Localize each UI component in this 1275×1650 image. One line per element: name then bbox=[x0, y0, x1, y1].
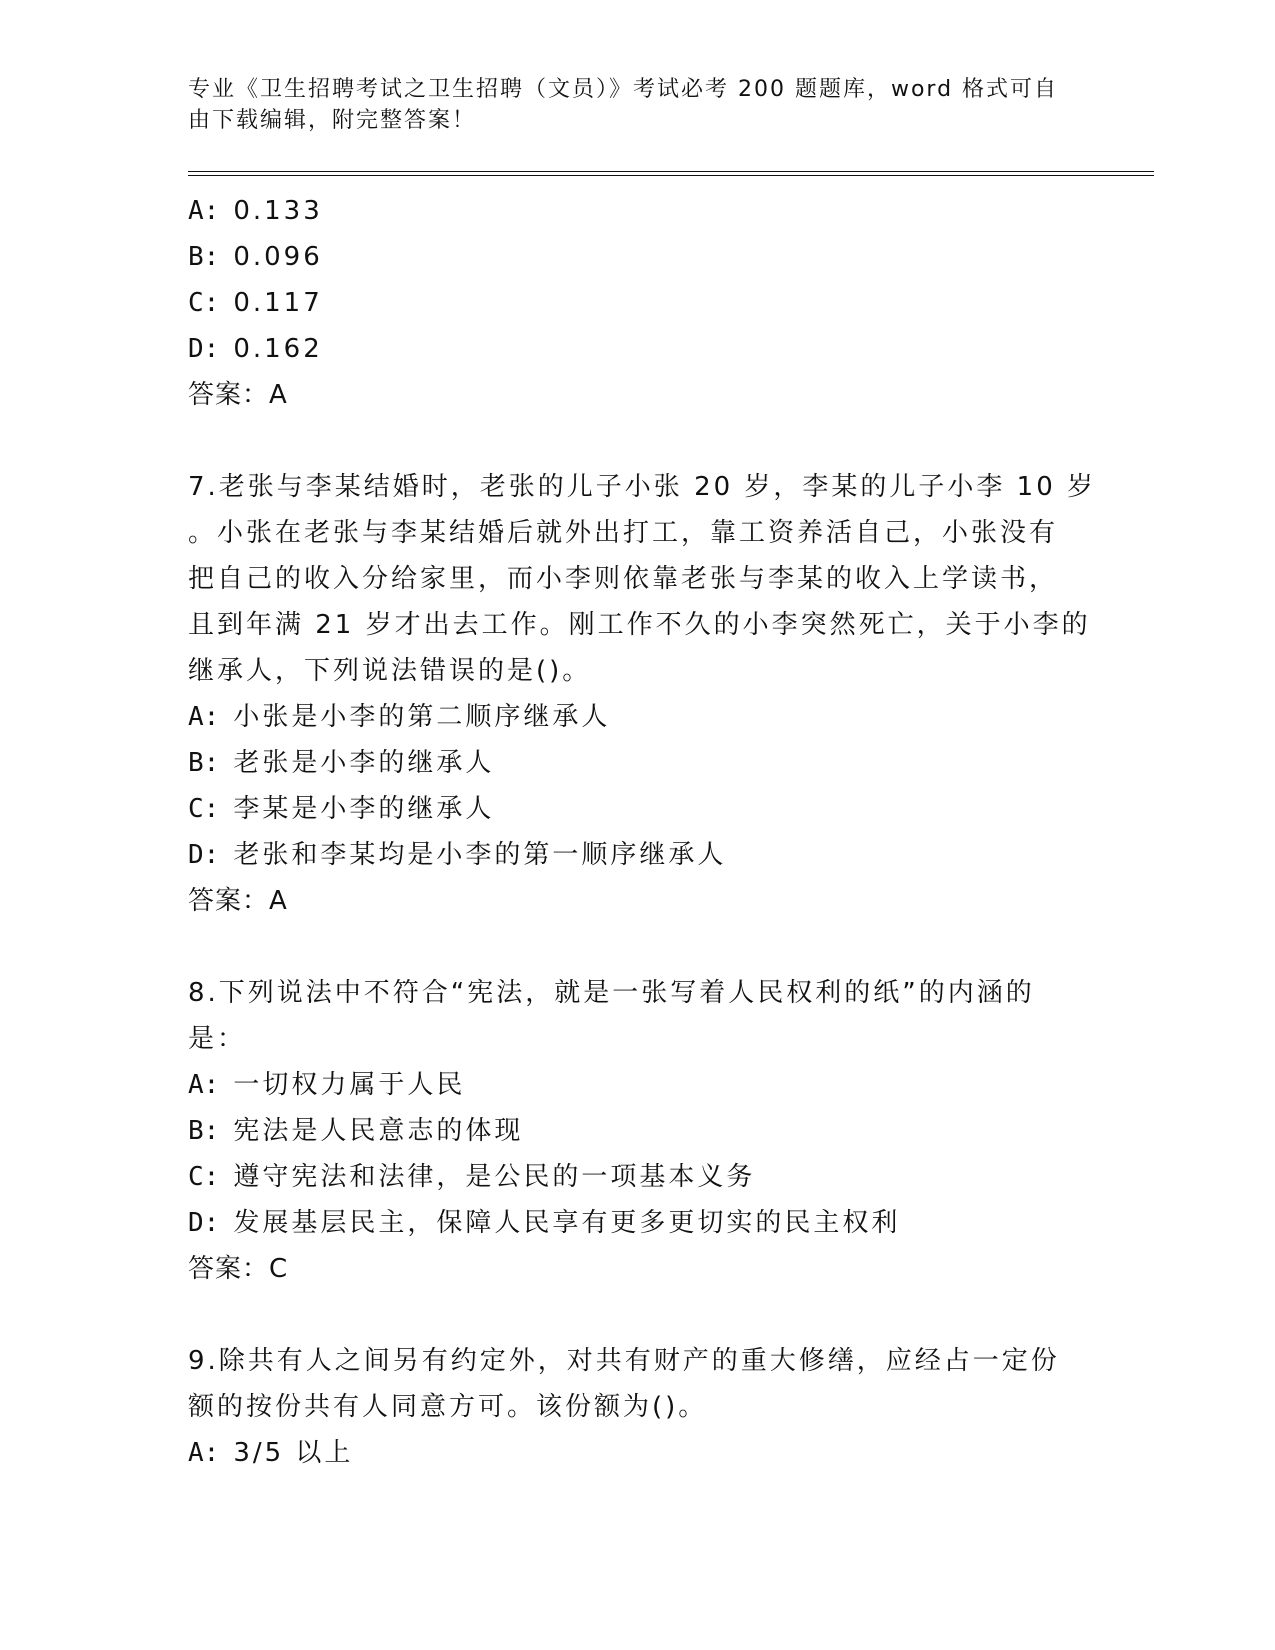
option-b bbox=[188, 740, 1088, 786]
option-a bbox=[188, 1430, 1088, 1476]
option-text: 0.096 bbox=[233, 242, 323, 272]
option-d bbox=[188, 1200, 1088, 1246]
option-label: C: bbox=[188, 288, 220, 318]
question-stem-line: 。小张在老张与李某结婚后就外出打工，靠工资养活自己，小张没有 bbox=[188, 518, 1059, 548]
option-b bbox=[188, 234, 1088, 280]
option-label: D: bbox=[188, 1208, 220, 1238]
option-label: C: bbox=[188, 1162, 220, 1192]
header-line-2: 由下载编辑，附完整答案！ bbox=[188, 108, 477, 133]
answer-line: 答案：A bbox=[188, 886, 288, 916]
question-stem-line: 8.下列说法中不符合“宪法，就是一张写着人民权利的纸”的内涵的 bbox=[188, 978, 1035, 1008]
option-text: 一切权力属于人民 bbox=[233, 1070, 466, 1100]
option-text: 0.133 bbox=[233, 196, 323, 226]
question-stem-line: 且到年满 21 岁才出去工作。刚工作不久的小李突然死亡，关于小李的 bbox=[188, 610, 1091, 640]
option-text: 李某是小李的继承人 bbox=[233, 794, 495, 824]
option-text: 老张和李某均是小李的第一顺序继承人 bbox=[233, 840, 727, 870]
option-text: 遵守宪法和法律，是公民的一项基本义务 bbox=[233, 1162, 756, 1192]
question-stem-line: 额的按份共有人同意方可。该份额为()。 bbox=[188, 1392, 708, 1422]
question-content bbox=[188, 188, 1097, 1476]
answer-line: 答案：C bbox=[188, 1254, 289, 1284]
option-label: A: bbox=[188, 702, 220, 732]
option-label: A: bbox=[188, 1070, 220, 1100]
answer-line: 答案：A bbox=[188, 380, 288, 410]
question-stem-line: 9.除共有人之间另有约定外，对共有财产的重大修缮，应经占一定份 bbox=[188, 1346, 1060, 1376]
option-text: 小张是小李的第二顺序继承人 bbox=[233, 702, 611, 732]
option-c bbox=[188, 786, 1088, 832]
question-stem-line: 是： bbox=[188, 1024, 247, 1054]
header-rule-top bbox=[188, 171, 1154, 172]
option-text: 发展基层民主，保障人民享有更多更切实的民主权利 bbox=[233, 1208, 901, 1238]
option-label: A: bbox=[188, 1438, 220, 1468]
option-d bbox=[188, 326, 1088, 372]
option-text: 0.162 bbox=[233, 334, 323, 364]
header-line-1: 专业《卫生招聘考试之卫生招聘（文员）》考试必考 200 题题库，word 格式可自 bbox=[188, 77, 1059, 102]
option-text: 0.117 bbox=[233, 288, 323, 318]
option-label: C: bbox=[188, 794, 220, 824]
option-a bbox=[188, 694, 1088, 740]
option-text: 老张是小李的继承人 bbox=[233, 748, 495, 778]
header-rule-bottom bbox=[188, 175, 1154, 176]
question-stem-line: 7.老张与李某结婚时，老张的儿子小张 20 岁，李某的儿子小李 10 岁 bbox=[188, 472, 1097, 502]
option-label: D: bbox=[188, 334, 220, 364]
page-header bbox=[188, 74, 1068, 136]
question-stem-line: 继承人，下列说法错误的是()。 bbox=[188, 656, 592, 686]
option-text: 宪法是人民意志的体现 bbox=[233, 1116, 524, 1146]
option-label: D: bbox=[188, 840, 220, 870]
option-a bbox=[188, 1062, 1088, 1108]
option-d bbox=[188, 832, 1088, 878]
question-7 bbox=[188, 464, 1097, 924]
question-8 bbox=[188, 970, 1088, 1292]
option-c bbox=[188, 280, 1088, 326]
option-label: B: bbox=[188, 748, 220, 778]
question-stem-line: 把自己的收入分给家里，而小李则依靠老张与李某的收入上学读书， bbox=[188, 564, 1059, 594]
option-label: B: bbox=[188, 242, 220, 272]
question-9 bbox=[188, 1338, 1088, 1476]
option-b bbox=[188, 1108, 1088, 1154]
option-a bbox=[188, 188, 1088, 234]
option-text: 3/5 以上 bbox=[233, 1438, 354, 1468]
question-6 bbox=[188, 188, 1088, 418]
option-label: A: bbox=[188, 196, 220, 226]
option-c bbox=[188, 1154, 1088, 1200]
option-label: B: bbox=[188, 1116, 220, 1146]
